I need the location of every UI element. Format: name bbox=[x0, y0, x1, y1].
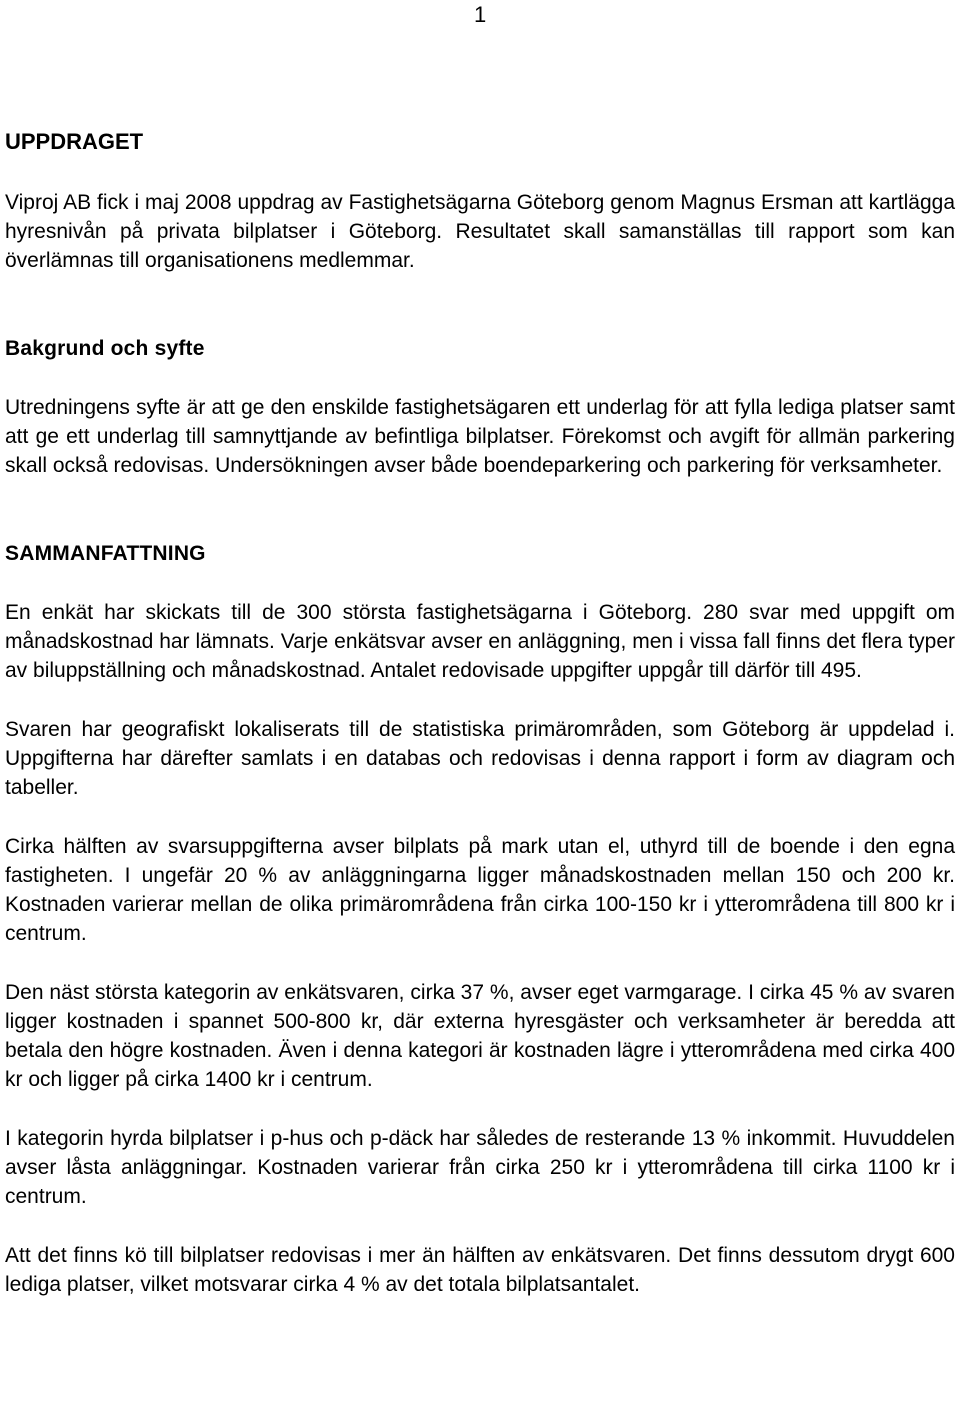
paragraph-sammanfattning-3: Cirka hälften av svarsuppgifterna avser bilplats på mark utan el, uthyrd till de boende i den egna fastigheten. I ungefär 20 % av anläggningarna ligger månadskostnaden mellan 150 och 200 kr. Kostnaden varierar mellan de olika primärområdena från cirka 100-150 kr i ytterområdena till 800 kr i centrum. bbox=[5, 835, 955, 945]
heading-bakgrund: Bakgrund och syfte bbox=[5, 337, 205, 360]
document-body bbox=[5, 127, 955, 1299]
page-number: 1 bbox=[474, 2, 487, 27]
heading-uppdraget: UPPDRAGET bbox=[5, 129, 144, 154]
paragraph-sammanfattning-4: Den näst största kategorin av enkätsvaren, cirka 37 %, avser eget varmgarage. I cirka 45 % av svaren ligger kostnaden i spannet 500-800 kr, där externa hyresgäster och verksamheter är beredda att betala den högre kostnaden. Även i denna kategori är kostnaden lägre i ytterområdena med cirka 400 kr och ligger på cirka 1400 kr i centrum. bbox=[5, 981, 955, 1091]
paragraph-sammanfattning-2: Svaren har geografiskt lokaliserats till de statistiska primärområden, som Göteborg är uppdelad i. Uppgifterna har därefter samlats i en databas och redovisas i denna rapport i form av diagram och tabeller. bbox=[5, 718, 955, 799]
paragraph-uppdraget: Viproj AB fick i maj 2008 uppdrag av Fastighetsägarna Göteborg genom Magnus Ersman att kartlägga hyresnivån på privata bilplatser i Göteborg. Resultatet skall samanställas till rapport som kan överlämnas till organisationens medlemmar. bbox=[5, 191, 955, 272]
paragraph-bakgrund: Utredningens syfte är att ge den enskilde fastighetsägaren ett underlag för att fylla lediga platser samt att ge ett underlag till samnyttjande av befintliga bilplatser. Förekomst och avgift för allmän parkering skall också redovisas. Undersökningen avser både boendeparkering och parkering för verksamheter. bbox=[5, 396, 955, 477]
paragraph-sammanfattning-5: I kategorin hyrda bilplatser i p-hus och p-däck har således de resterande 13 % inkommit. Huvuddelen avser låsta anläggningar. Kostnaden varierar från cirka 250 kr i ytterområdena till cirka 1100 kr i centrum. bbox=[5, 1127, 955, 1208]
heading-sammanfattning: SAMMANFATTNING bbox=[5, 542, 206, 565]
paragraph-sammanfattning-6: Att det finns kö till bilplatser redovisas i mer än hälften av enkätsvaren. Det finns dessutom drygt 600 lediga platser, vilket motsvarar cirka 4 % av det totala bilplatsantalet. bbox=[5, 1244, 955, 1296]
paragraph-sammanfattning-1: En enkät har skickats till de 300 största fastighetsägarna i Göteborg. 280 svar med uppgift om månadskostnad har lämnats. Varje enkätsvar avser en anläggning, men i vissa fall finns det flera typer av biluppställning och månadskostnad. Antalet redovisade uppgifter uppgår till därför till 495. bbox=[5, 601, 955, 682]
